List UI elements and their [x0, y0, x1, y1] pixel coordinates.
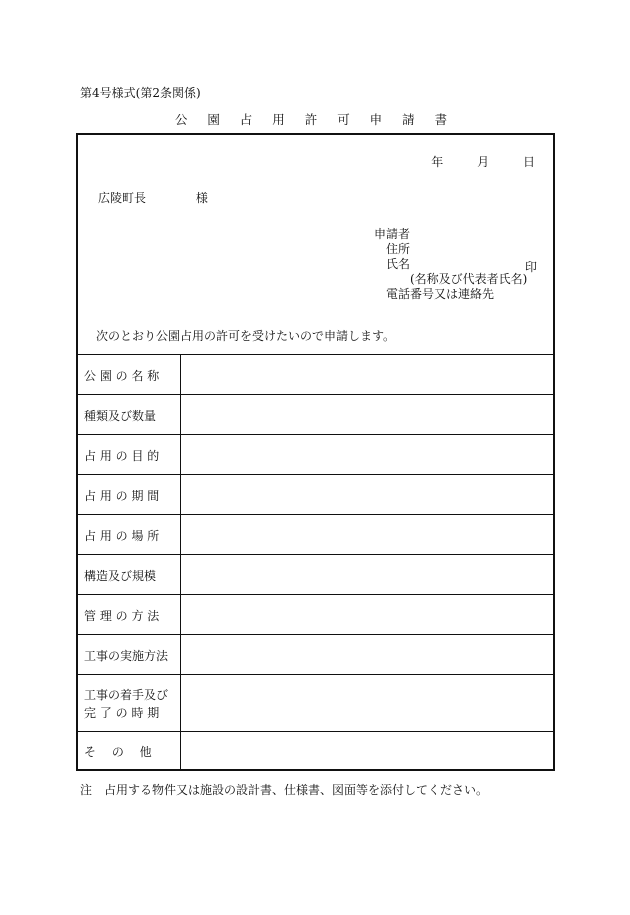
table-row-park-name	[78, 354, 553, 395]
row-label: 構造及び規模	[78, 555, 181, 595]
table-row-construction-method	[78, 634, 553, 675]
month-label: 月	[477, 155, 490, 169]
row-label: 管 理 の 方 法	[78, 595, 181, 635]
row-label: 占 用 の 目 的	[78, 435, 181, 475]
year-label: 年	[431, 155, 444, 169]
application-form	[76, 133, 555, 771]
date-line	[401, 153, 535, 170]
table-row-structure-scale	[78, 554, 553, 595]
row-label: 占 用 の 期 間	[78, 475, 181, 515]
name-label: 氏名	[386, 257, 411, 271]
contact-label: 電話番号又は連絡先	[386, 287, 495, 301]
row-label: 種類及び数量	[78, 395, 181, 435]
row-label: 工事の実施方法	[78, 635, 181, 675]
applicant-block	[374, 227, 542, 302]
row-label: 占 用 の 場 所	[78, 515, 181, 555]
applicant-heading: 申請者	[374, 227, 411, 241]
addressee-name: 広陵町長	[98, 191, 147, 205]
addressee	[98, 189, 208, 206]
table-row-location	[78, 514, 553, 555]
table-row-construction-timing	[78, 674, 553, 732]
document-title: 公 園 占 用 許 可 申 請 書	[174, 112, 456, 127]
row-label: 公 園 の 名 称	[78, 355, 181, 395]
form-number: 第4号様式(第2条関係)	[80, 86, 201, 100]
day-label: 日	[522, 155, 535, 169]
table-row-other	[78, 731, 553, 770]
table-row-purpose	[78, 434, 553, 475]
table-row-period	[78, 474, 553, 515]
row-label	[78, 675, 181, 732]
address-label: 住所	[386, 242, 411, 256]
table-row-type-quantity	[78, 394, 553, 435]
request-text: 次のとおり公園占用の許可を受けたいので申請します。	[96, 329, 396, 343]
row-label-line2: 完 了 の 時 期	[84, 705, 160, 720]
name-note: (名称及び代表者氏名)	[410, 272, 528, 286]
row-label-line1: 工事の着手及び	[84, 687, 169, 702]
addressee-honorific: 様	[195, 191, 208, 205]
row-label: そ の 他	[78, 732, 181, 770]
seal-label: 印	[524, 260, 537, 274]
table-row-management	[78, 594, 553, 635]
attachment-note: 注 占用する物件又は施設の設計書、仕様書、図面等を添付してください。	[80, 783, 489, 797]
